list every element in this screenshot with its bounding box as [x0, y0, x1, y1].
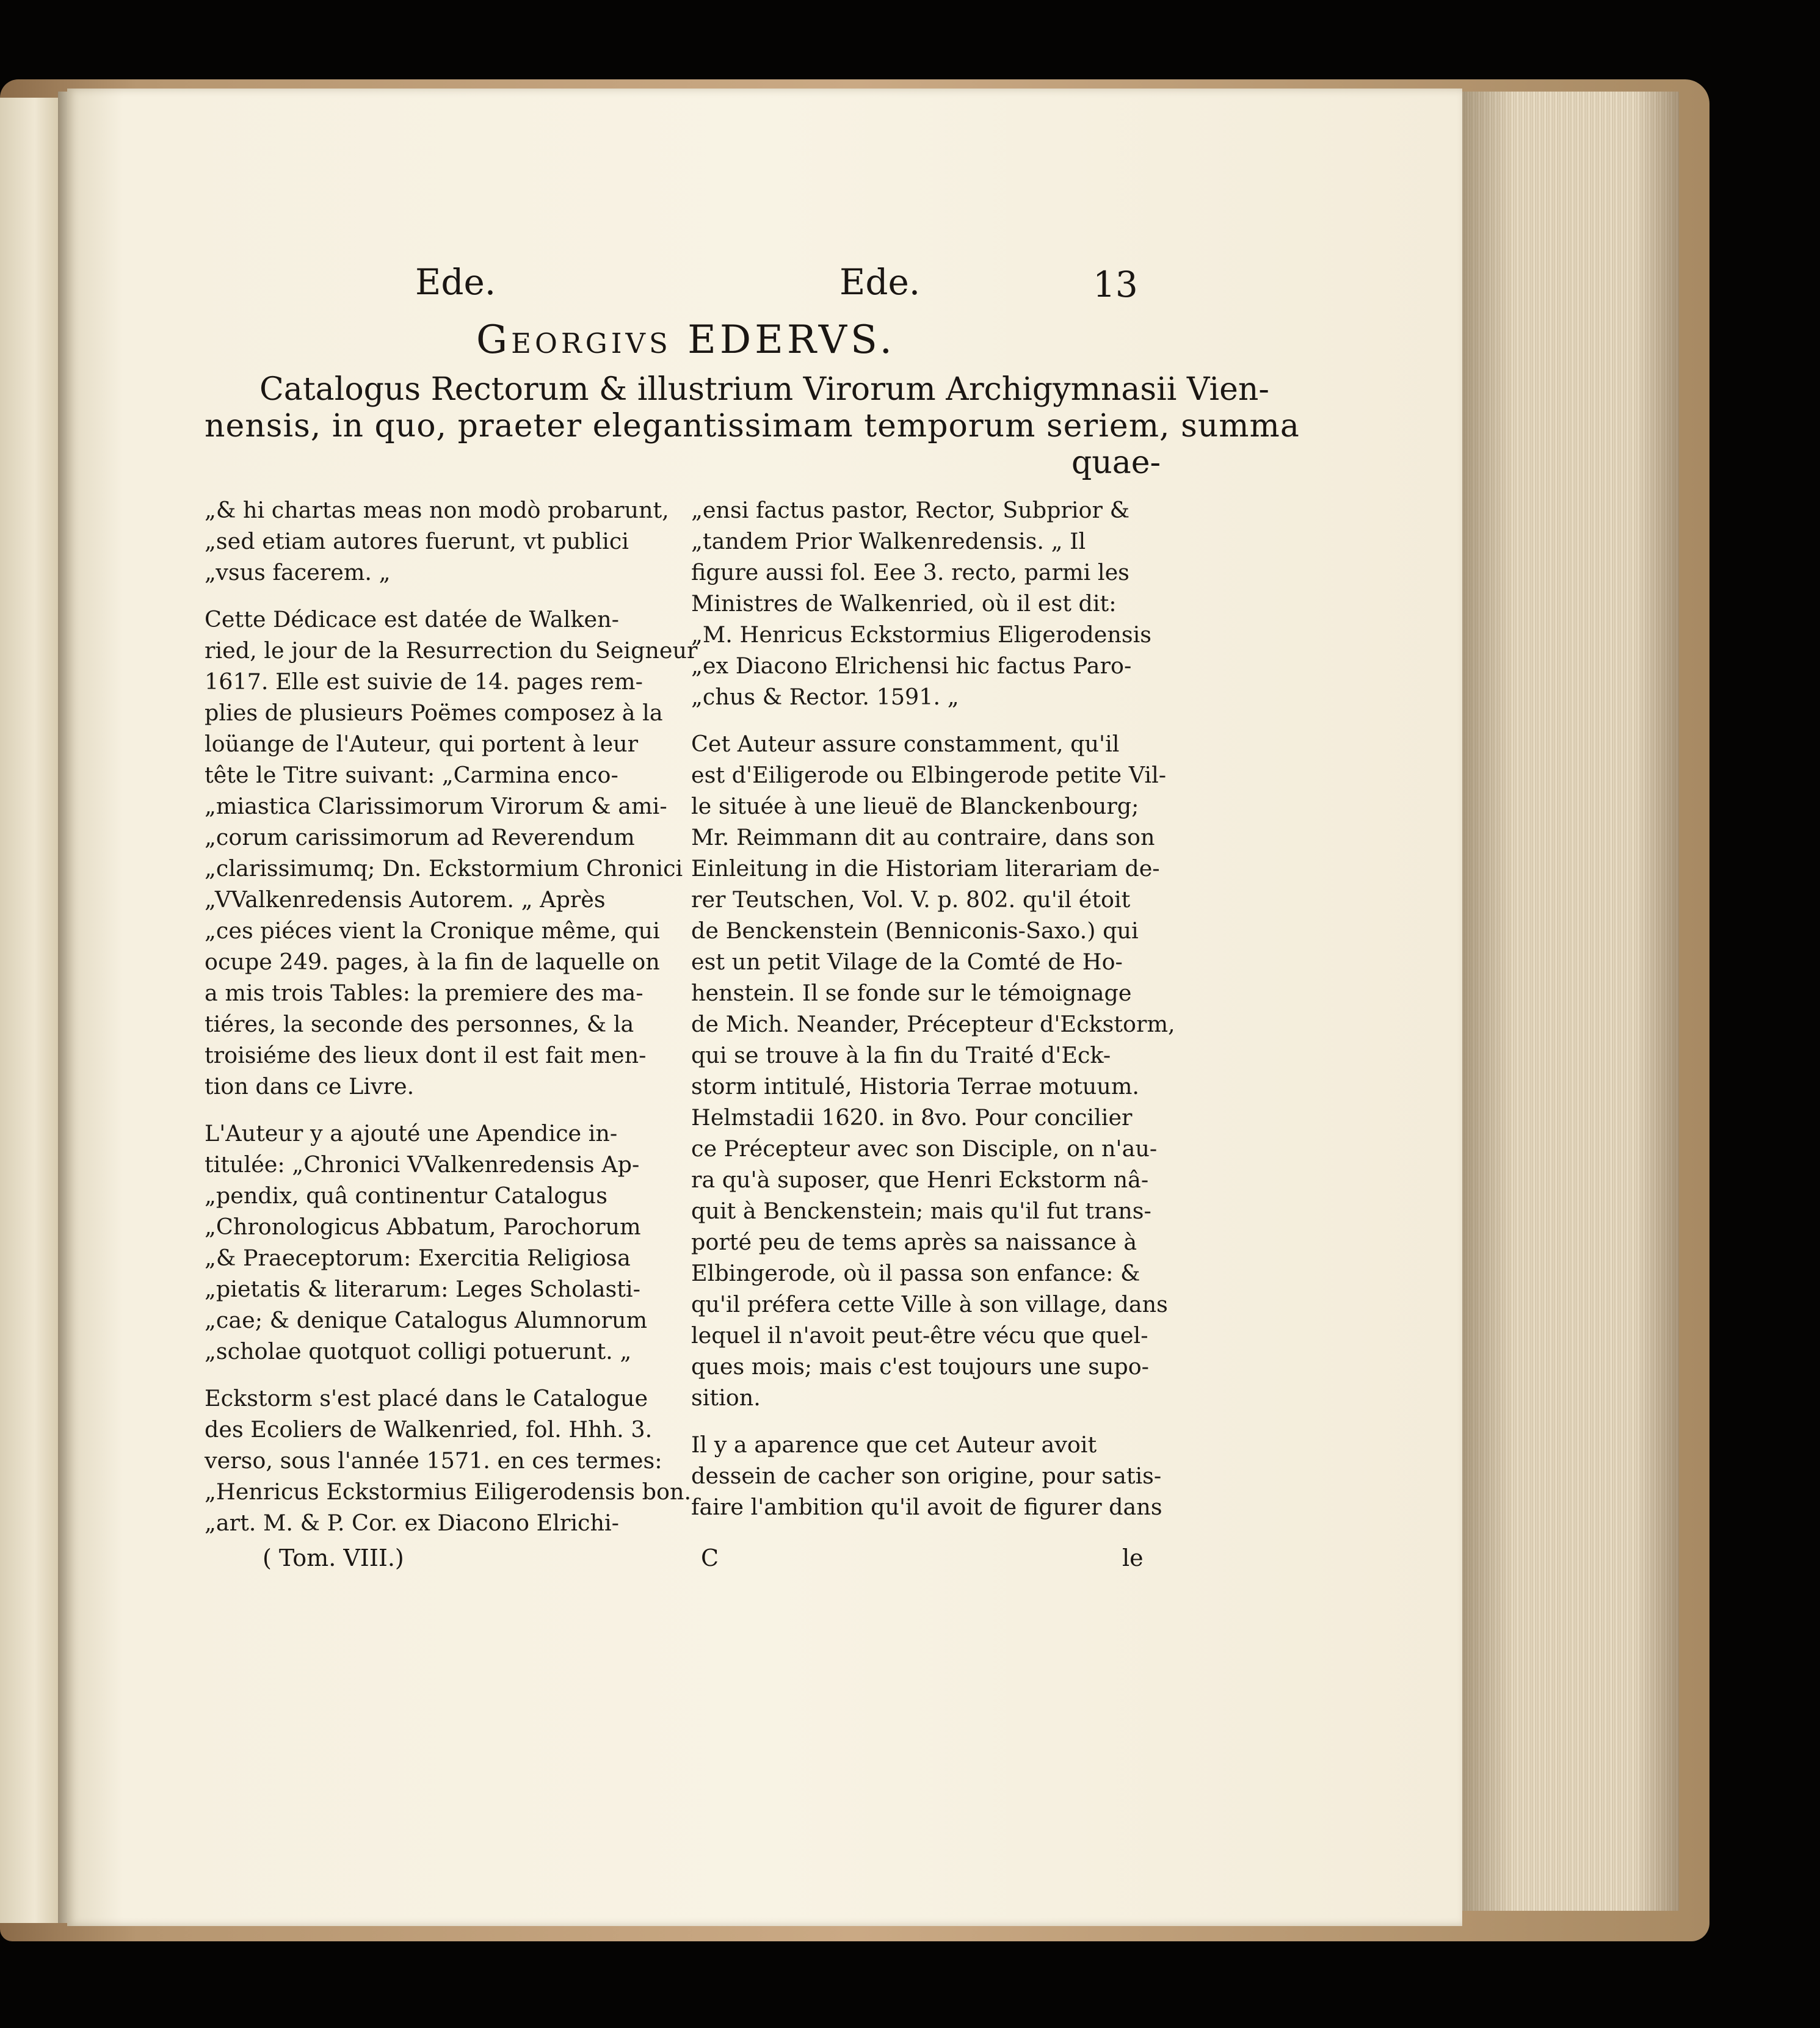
text-line: figure aussi fol. Eee 3. recto, parmi les — [691, 559, 1129, 585]
text-line: „Chronologicus Abbatum, Parochorum — [205, 1214, 641, 1240]
text-line: qui se trouve à la fin du Traité d'Eck- — [691, 1042, 1111, 1068]
text-line: quit à Benckenstein; mais qu'il fut trans- — [691, 1198, 1151, 1224]
text-line: henstein. Il se fonde sur le témoignage — [691, 980, 1132, 1006]
text-line: „ex Diacono Elrichensi hic factus Paro- — [691, 653, 1132, 679]
text-line: loüange de l'Auteur, qui portent à leur — [205, 731, 639, 757]
text-line: faire l'ambition qu'il avoit de figurer dans — [691, 1494, 1162, 1520]
text-line: titulée: „Chronici VValkenredensis Ap- — [205, 1151, 640, 1178]
text-line: „clarissimumq; Dn. Eckstormium Chronici — [205, 855, 683, 882]
volume-marker: ( Tom. VIII.) — [263, 1545, 404, 1571]
text-line: Il y a aparence que cet Auteur avoit — [691, 1432, 1097, 1458]
text-line: Elbingerode, où il passa son enfance: & — [691, 1260, 1140, 1286]
text-line: sition. — [691, 1385, 761, 1411]
text-line: „corum carissimorum ad Reverendum — [205, 824, 635, 850]
text-line: Ministres de Walkenried, où il est dit: — [691, 590, 1117, 617]
text-line: „sed etiam autores fuerunt, vt publici — [205, 528, 629, 554]
text-line: Mr. Reimmann dit au contraire, dans son — [691, 824, 1155, 850]
text-line: le située à une lieuë de Blanckenbourg; — [691, 793, 1139, 819]
text-line: „vsus facerem. „ — [205, 559, 391, 585]
left-text-column — [205, 494, 698, 1538]
text-line: de Mich. Neander, Précepteur d'Eckstorm, — [691, 1011, 1175, 1037]
text-line: storm intitulé, Historia Terrae motuum. — [691, 1073, 1140, 1099]
text-line: „art. M. & P. Cor. ex Diacono Elrichi- — [205, 1510, 619, 1536]
text-line: ce Précepteur avec son Disciple, on n'au- — [691, 1135, 1158, 1162]
text-line: „ces piéces vient la Cronique même, qui — [205, 918, 660, 944]
text-line: „M. Henricus Eckstormius Eligerodensis — [691, 621, 1151, 648]
paragraph-gap — [205, 588, 656, 604]
page-number: 13 — [1093, 264, 1138, 305]
text-line: „pendix, quâ continentur Catalogus — [205, 1182, 607, 1209]
entry-title-line-3: quae- — [1071, 444, 1161, 481]
text-line: a mis trois Tables: la premiere des ma- — [205, 980, 644, 1006]
running-header-left: Ede. — [415, 261, 496, 303]
text-line: Einleitung in die Historiam literariam de- — [691, 855, 1160, 882]
text-line: „cae; & denique Catalogus Alumnorum — [205, 1307, 648, 1333]
entry-title-line-2: nensis, in quo, praeter elegantissimam temporum seriem, summa — [205, 408, 1300, 444]
text-line: L'Auteur y a ajouté une Apendice in- — [205, 1120, 618, 1146]
right-text-column — [691, 494, 1175, 1523]
entry-author-name: Georgivs EDERVS. — [476, 317, 896, 363]
text-line: qu'il préfera cette Ville à son village, dans — [691, 1291, 1168, 1317]
running-header-center: Ede. — [839, 261, 921, 303]
text-line: 1617. Elle est suivie de 14. pages rem- — [205, 668, 643, 695]
text-line: ried, le jour de la Resurrection du Seigneur — [205, 637, 698, 664]
text-line: „miastica Clarissimorum Virorum & ami- — [205, 793, 667, 819]
paragraph-gap — [691, 712, 1146, 728]
text-line: ra qu'à suposer, que Henri Eckstorm nâ- — [691, 1167, 1149, 1193]
text-line: „scholae quotquot colligi potuerunt. „ — [205, 1338, 632, 1364]
entry-title-line-1: Catalogus Rectorum & illustrium Virorum Archigymnasii Vien- — [259, 371, 1269, 408]
catchword: le — [1122, 1545, 1144, 1571]
text-line: de Benckenstein (Benniconis-Saxo.) qui — [691, 918, 1139, 944]
text-line: ques mois; mais c'est toujours une supo- — [691, 1353, 1150, 1380]
text-line: „ensi factus pastor, Rector, Subprior & — [691, 497, 1130, 523]
text-line: des Ecoliers de Walkenried, fol. Hhh. 3. — [205, 1416, 653, 1443]
text-line: rer Teutschen, Vol. V. p. 802. qu'il étoit — [691, 886, 1131, 913]
text-line: tête le Titre suivant: „Carmina enco- — [205, 762, 618, 788]
text-line: lequel il n'avoit peut-être vécu que quel- — [691, 1322, 1148, 1349]
text-line: troisiéme des lieux dont il est fait men- — [205, 1042, 647, 1068]
text-line: plies de plusieurs Poëmes composez à la — [205, 700, 663, 726]
text-line: tiéres, la seconde des personnes, & la — [205, 1011, 634, 1037]
paragraph-gap — [691, 1413, 1146, 1429]
text-line: „& Praeceptorum: Exercitia Religiosa — [205, 1245, 631, 1271]
text-line: est d'Eiligerode ou Elbingerode petite Vil- — [691, 762, 1167, 788]
text-line: „chus & Rector. 1591. „ — [691, 684, 959, 710]
text-line: Cette Dédicace est datée de Walken- — [205, 606, 619, 632]
text-line: „tandem Prior Walkenredensis. „ Il — [691, 528, 1086, 554]
paragraph-gap — [205, 1102, 656, 1118]
text-line: „Henricus Eckstormius Eiligerodensis bon. — [205, 1479, 692, 1505]
text-line: „VValkenredensis Autorem. „ Après — [205, 886, 606, 913]
text-line: dessein de cacher son origine, pour satis- — [691, 1463, 1162, 1489]
signature-mark: C — [701, 1545, 719, 1571]
text-line: est un petit Vilage de la Comté de Ho- — [691, 949, 1123, 975]
text-line: „pietatis & literarum: Leges Scholasti- — [205, 1276, 640, 1302]
text-line: Helmstadii 1620. in 8vo. Pour concilier — [691, 1104, 1133, 1131]
text-line: „& hi chartas meas non modò probarunt, — [205, 497, 669, 523]
text-line: verso, sous l'année 1571. en ces termes: — [205, 1447, 662, 1474]
left-page-edge — [0, 98, 58, 1923]
text-line: ocupe 249. pages, à la fin de laquelle on — [205, 949, 660, 975]
text-line: Cet Auteur assure constamment, qu'il — [691, 731, 1120, 757]
text-line: tion dans ce Livre. — [205, 1073, 415, 1099]
paragraph-gap — [205, 1367, 656, 1383]
text-line: Eckstorm s'est placé dans le Catalogue — [205, 1385, 648, 1411]
text-line: porté peu de tems après sa naissance à — [691, 1229, 1137, 1255]
